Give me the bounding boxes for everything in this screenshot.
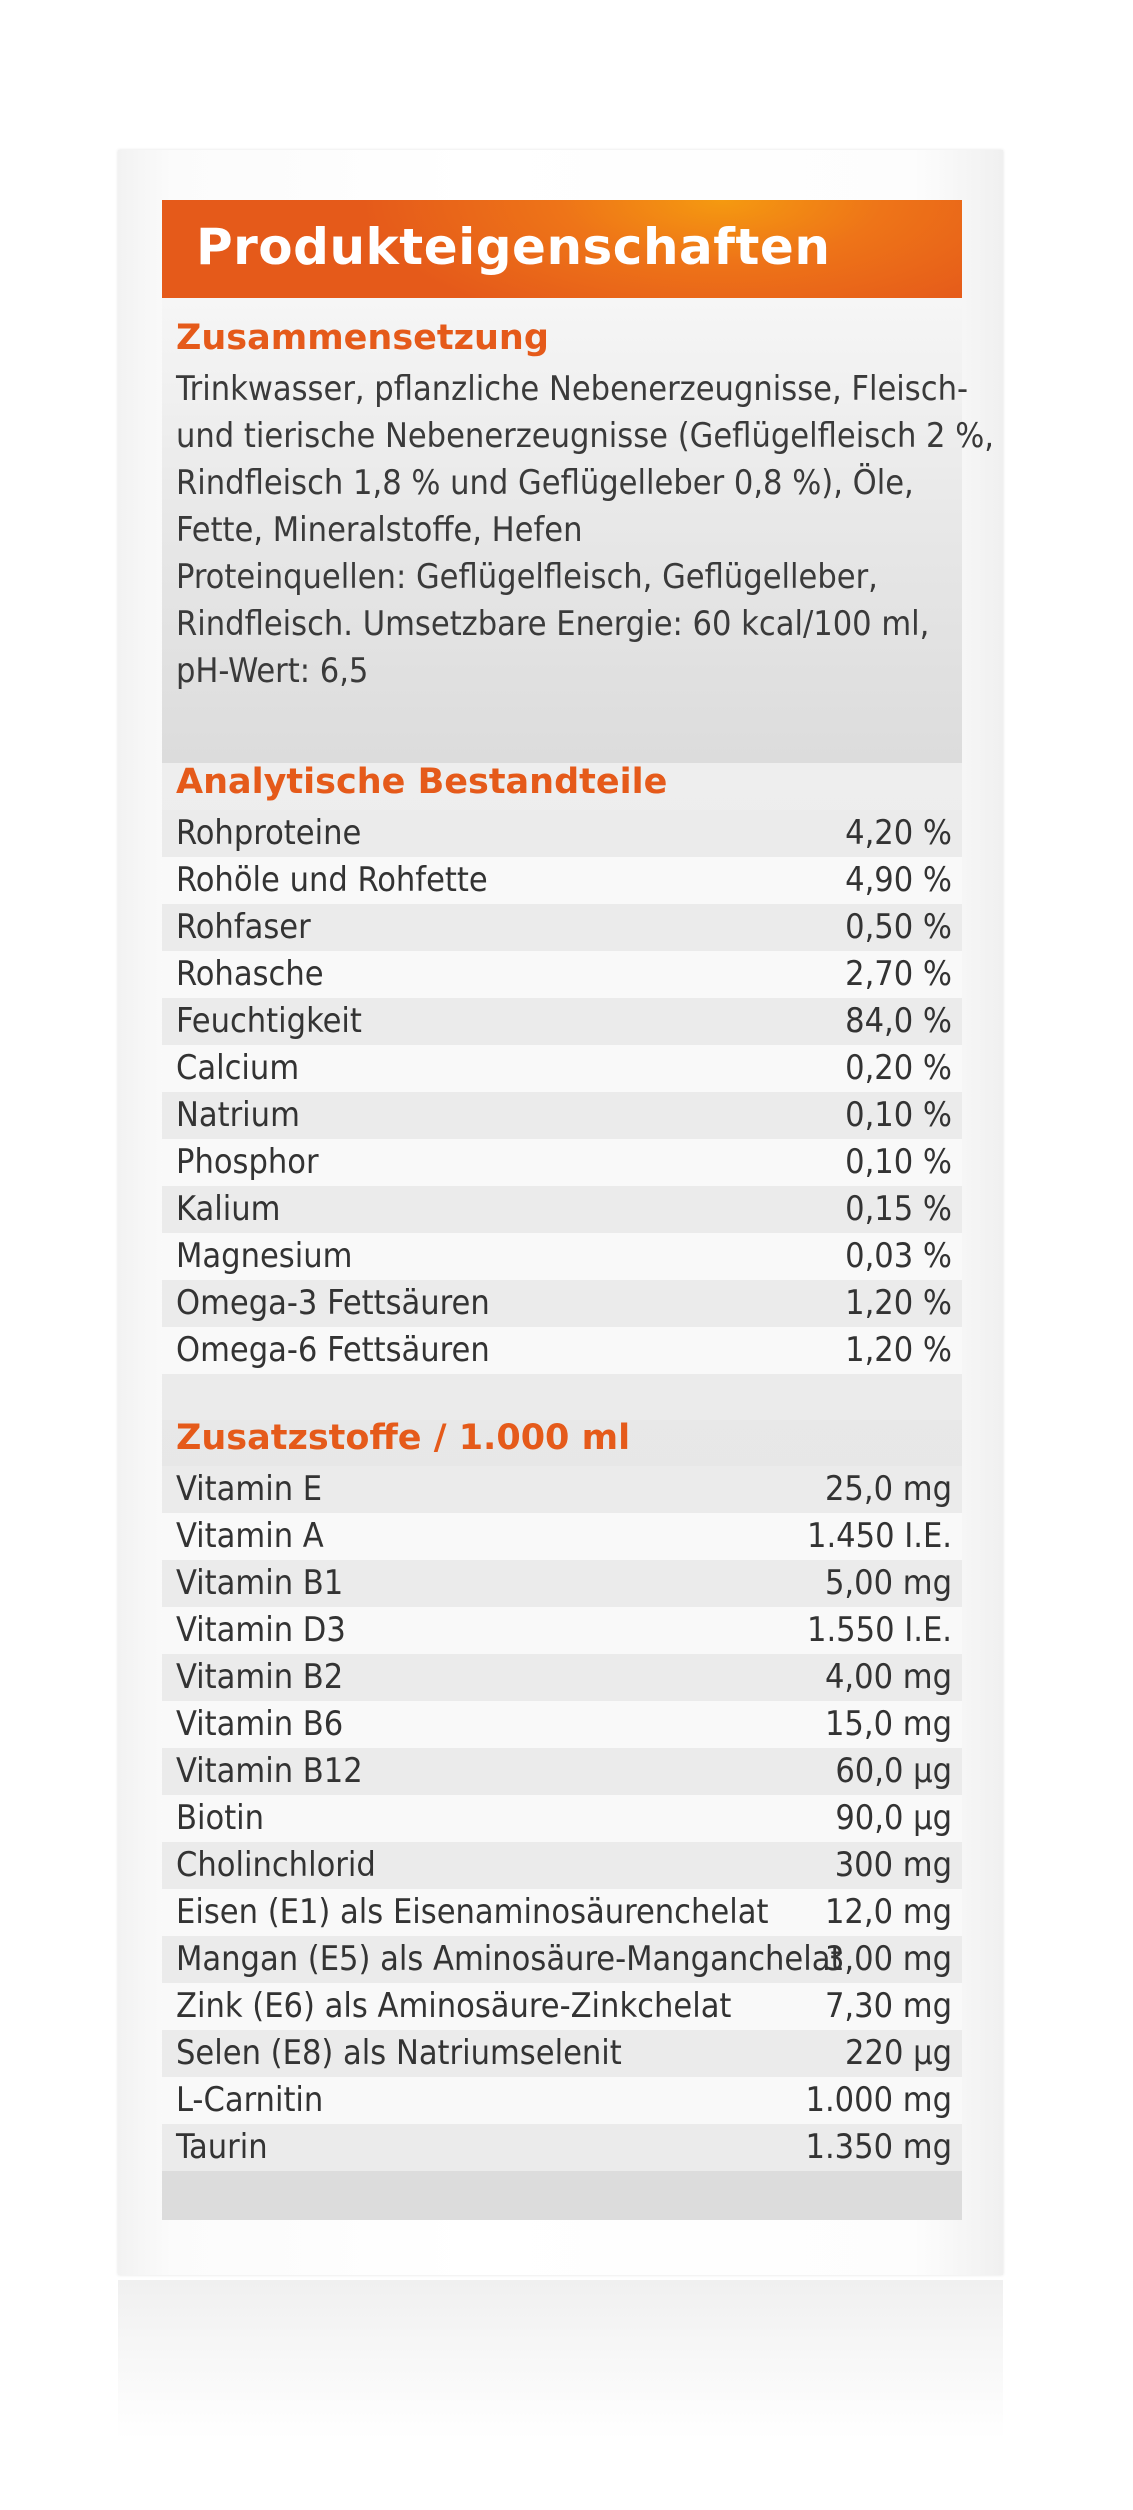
- table-row: [162, 998, 962, 1045]
- section-spacer: [162, 1374, 962, 1420]
- row-value: 1,20 %: [845, 1330, 952, 1370]
- additives-title: Zusatzstoffe / 1.000 ml: [176, 1418, 631, 1458]
- table-row: [162, 857, 962, 904]
- row-label: Calcium: [176, 1048, 300, 1088]
- table-row: [162, 1607, 962, 1654]
- row-label: Feuchtigkeit: [176, 1001, 362, 1041]
- row-label: Vitamin B2: [176, 1657, 344, 1697]
- composition-text: [176, 366, 995, 695]
- row-label: Mangan (E5) als Aminosäure-Manganchelat: [176, 1939, 843, 1979]
- row-label: L-Carnitin: [176, 2080, 324, 2120]
- table-row: [162, 1045, 962, 1092]
- row-value: 90,0 µg: [835, 1798, 952, 1838]
- table-row: [162, 1983, 962, 2030]
- row-label: Rohproteine: [176, 813, 362, 853]
- row-label: Rohöle und Rohfette: [176, 860, 488, 900]
- row-value: 1.450 I.E.: [806, 1516, 952, 1556]
- table-row: [162, 904, 962, 951]
- row-label: Natrium: [176, 1095, 300, 1135]
- row-label: Vitamin D3: [176, 1610, 346, 1650]
- row-value: 4,90 %: [845, 860, 952, 900]
- row-label: Vitamin A: [176, 1516, 324, 1556]
- table-row: [162, 1701, 962, 1748]
- table-row: [162, 1139, 962, 1186]
- header-bar: [162, 200, 962, 298]
- table-row: [162, 2077, 962, 2124]
- row-value: 12,0 mg: [824, 1892, 952, 1932]
- composition-line: Proteinquellen: Geflügelfleisch, Geflügelleber,: [176, 557, 878, 597]
- row-label: Taurin: [176, 2127, 268, 2167]
- row-label: Rohfaser: [176, 907, 311, 947]
- row-label: Phosphor: [176, 1142, 319, 1182]
- row-value: 220 µg: [845, 2033, 952, 2073]
- composition-line: und tierische Nebenerzeugnisse (Geflügelfleisch 2 %,: [176, 416, 995, 456]
- composition-line: pH-Wert: 6,5: [176, 651, 369, 691]
- table-row: [162, 810, 962, 857]
- table-row: [162, 2030, 962, 2077]
- row-value: 1.550 I.E.: [806, 1610, 952, 1650]
- row-value: 60,0 µg: [835, 1751, 952, 1791]
- row-value: 1.000 mg: [805, 2080, 952, 2120]
- composition-line: Fette, Mineralstoffe, Hefen: [176, 510, 583, 550]
- row-value: 15,0 mg: [824, 1704, 952, 1744]
- table-row: [162, 1233, 962, 1280]
- row-value: 3,00 mg: [824, 1939, 952, 1979]
- row-value: 2,70 %: [845, 954, 952, 994]
- table-row: [162, 1280, 962, 1327]
- table-row: [162, 1795, 962, 1842]
- table-row: [162, 951, 962, 998]
- row-value: 1,20 %: [845, 1283, 952, 1323]
- composition-title: Zusammensetzung: [176, 318, 549, 358]
- table-row: [162, 1889, 962, 1936]
- row-label: Omega-6 Fettsäuren: [176, 1330, 490, 1370]
- composition-line: Trinkwasser, pflanzliche Nebenerzeugnisse, Fleisch-: [176, 369, 968, 409]
- additives-table: [162, 1466, 962, 2171]
- table-row: [162, 1186, 962, 1233]
- table-row: [162, 1092, 962, 1139]
- row-value: 7,30 mg: [824, 1986, 952, 2026]
- row-label: Selen (E8) als Natriumselenit: [176, 2033, 622, 2073]
- card-reflection: [118, 2280, 1003, 2440]
- row-label: Kalium: [176, 1189, 281, 1229]
- table-row: [162, 1842, 962, 1889]
- row-value: 300 mg: [834, 1845, 952, 1885]
- analytical-table: [162, 810, 962, 1374]
- analytical-title: Analytische Bestandteile: [176, 762, 668, 802]
- table-row: [162, 1513, 962, 1560]
- table-row: [162, 1936, 962, 1983]
- row-value: 0,03 %: [845, 1236, 952, 1276]
- row-value: 25,0 mg: [824, 1469, 952, 1509]
- row-label: Vitamin B1: [176, 1563, 344, 1603]
- row-label: Omega-3 Fettsäuren: [176, 1283, 490, 1323]
- row-value: 0,10 %: [845, 1095, 952, 1135]
- table-row: [162, 1654, 962, 1701]
- row-label: Magnesium: [176, 1236, 353, 1276]
- row-value: 5,00 mg: [824, 1563, 952, 1603]
- page-title: Produkteigenschaften: [196, 218, 831, 276]
- table-row: [162, 2124, 962, 2171]
- row-value: 0,20 %: [845, 1048, 952, 1088]
- row-value: 0,15 %: [845, 1189, 952, 1229]
- row-label: Vitamin B6: [176, 1704, 344, 1744]
- table-row: [162, 1327, 962, 1374]
- row-value: 0,10 %: [845, 1142, 952, 1182]
- panel-footer: [162, 2171, 962, 2220]
- row-label: Zink (E6) als Aminosäure-Zinkchelat: [176, 1986, 732, 2026]
- row-value: 4,00 mg: [824, 1657, 952, 1697]
- row-label: Rohasche: [176, 954, 324, 994]
- row-value: 4,20 %: [845, 813, 952, 853]
- row-label: Biotin: [176, 1798, 265, 1838]
- table-row: [162, 1748, 962, 1795]
- row-label: Vitamin E: [176, 1469, 323, 1509]
- row-label: Cholinchlorid: [176, 1845, 376, 1885]
- row-label: Vitamin B12: [176, 1751, 363, 1791]
- table-row: [162, 1466, 962, 1513]
- row-value: 84,0 %: [845, 1001, 952, 1041]
- row-value: 1.350 mg: [805, 2127, 952, 2167]
- row-label: Eisen (E1) als Eisenaminosäurenchelat: [176, 1892, 769, 1932]
- composition-line: Rindfleisch 1,8 % und Geflügelleber 0,8 %), Öle,: [176, 463, 914, 503]
- row-value: 0,50 %: [845, 907, 952, 947]
- composition-line: Rindfleisch. Umsetzbare Energie: 60 kcal/100 ml,: [176, 604, 930, 644]
- table-row: [162, 1560, 962, 1607]
